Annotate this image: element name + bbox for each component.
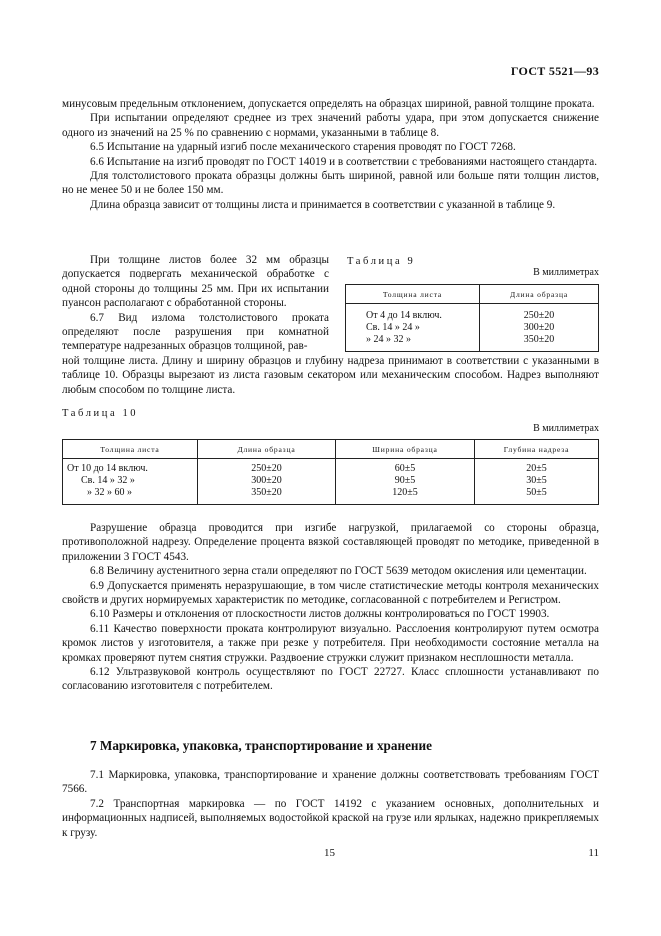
paragraph: При испытании определяют среднее из трех значений работы удара, при этом допускается снижение одного из значений на 25 % по сравнению с нормами, указанными в таблице 8. [62, 112, 599, 139]
section-7-heading: 7 Маркировка, упаковка, транспортирование и хранение [90, 738, 432, 753]
table10-length-cell: 250±20 300±20 350±20 [198, 459, 336, 505]
top-text-block [62, 97, 599, 212]
table10-width-cell: 60±5 90±5 120±5 [336, 459, 475, 505]
table9-unit: В миллиметрах [533, 267, 599, 278]
paragraph: минусовым предельным отклонением, допускается определять на образцах шириной, равной толщине проката. [62, 98, 595, 110]
paragraph: 6.11 Качество поверхности проката контролируют визуально. Расслоения контролируют путем осмотра кромок листов у изготовителя, а также при резке у потребителя. При необходимости состояние металла на кромках проверяют путем снятия стружки. Раздвоение стружки служит признаком несплошности металла. [62, 622, 599, 664]
paragraph: 6.7 Вид излома толстолистового проката определяют после разрушения при комнатной температуре надрезанных образцов толщиной, рав- [62, 311, 329, 353]
table10 [62, 439, 599, 505]
table9-thickness-cell: От 4 до 14 включ. Св. 14 » 24 » » 24 » 32 » [346, 304, 480, 352]
table9-length-cell: 250±20 300±20 350±20 [480, 304, 599, 352]
table10-unit: В миллиметрах [533, 423, 599, 434]
table9 [345, 284, 599, 352]
paragraph: При толщине листов более 32 мм образцы допускается подвергать механической обработке с одной стороны до толщины 25 мм. При их испытании пуансон располагают с обработанной стороны. [62, 254, 329, 310]
table10-depth-cell: 20±5 30±5 50±5 [475, 459, 599, 505]
standard-header: ГОСТ 5521—93 [510, 64, 599, 78]
page-number-right: 11 [588, 847, 599, 859]
table10-thickness-cell: От 10 до 14 включ. Св. 14 » 32 » » 32 » 60 » [63, 459, 198, 505]
paragraph: 6.6 Испытание на изгиб проводят по ГОСТ 14019 и в соответствии с требованиями настоящего стандарта. [90, 155, 597, 168]
table9-caption: Таблица 9 [347, 256, 416, 267]
table10-caption: Таблица 10 [62, 408, 139, 419]
paragraph-continuation: ной толщине листа. Длину и ширину образцов и глубину надреза принимают в соответствии с указанными в таблице 10. Образцы вырезают из листа газовым секатором или механическим способом. Надрез выполняют любым способом по толщине листа. [62, 355, 599, 396]
paragraph: 6.10 Размеры и отклонения от плоскостности листов должны контролироваться по ГОСТ 19903. [90, 608, 550, 621]
table10-header-thickness: Толщина листа [63, 440, 198, 459]
paragraph: 6.8 Величину аустенитного зерна стали определяют по ГОСТ 5639 методом окисления или цементации. [90, 565, 587, 578]
table10-header-length: Длина образца [198, 440, 336, 459]
paragraph: 6.12 Ультразвуковой контроль осуществляют по ГОСТ 22727. Класс сплошности устанавливают по согласованию изготовителя с потребителем. [62, 666, 599, 693]
paragraph: 7.2 Транспортная маркировка — по ГОСТ 14192 с указанием основных, дополнительных и информационных надписей, выполняемых водостойкой краской на грузе или ярлыках, надежно прикрепляемых к грузу. [62, 797, 599, 839]
section-7-text-block [62, 768, 599, 840]
paragraph: Для толстолистового проката образцы должны быть шириной, равной или больше пяти толщин листов, но не менее 50 и не более 150 мм. [62, 170, 599, 197]
table9-header-thickness: Толщина листа [346, 285, 480, 304]
paragraph: 6.5 Испытание на ударный изгиб после механического старения проводят по ГОСТ 7268. [90, 141, 516, 154]
table10-header-notch-depth: Глубина надреза [475, 440, 599, 459]
paragraph: 6.9 Допускается применять неразрушающие, в том числе статистические методы контроля механических свойств и других нормируемых характеристик по методике, согласованной с потребителем и Регистром. [62, 579, 599, 607]
document-page [62, 0, 599, 936]
table9-header-length: Длина образца [480, 285, 599, 304]
paragraph: Разрушение образца проводится при изгибе нагрузкой, прилагаемой со стороны образца, противоположной надрезу. Определение процента вязкой составляющей проводят по методике, приведенной в приложении 3 ГОСТ 4543. [62, 522, 599, 563]
table10-header-width: Ширина образца [336, 440, 475, 459]
paragraph: 7.1 Маркировка, упаковка, транспортирование и хранение должны соответствовать требованиям ГОСТ 7566. [62, 769, 599, 796]
page-number-center: 15 [324, 847, 335, 859]
paragraph: Длина образца зависит от толщины листа и принимается в соответствии с указанной в таблице 9. [90, 198, 556, 211]
narrow-text-block [62, 253, 329, 354]
bottom-text-block [62, 521, 599, 694]
